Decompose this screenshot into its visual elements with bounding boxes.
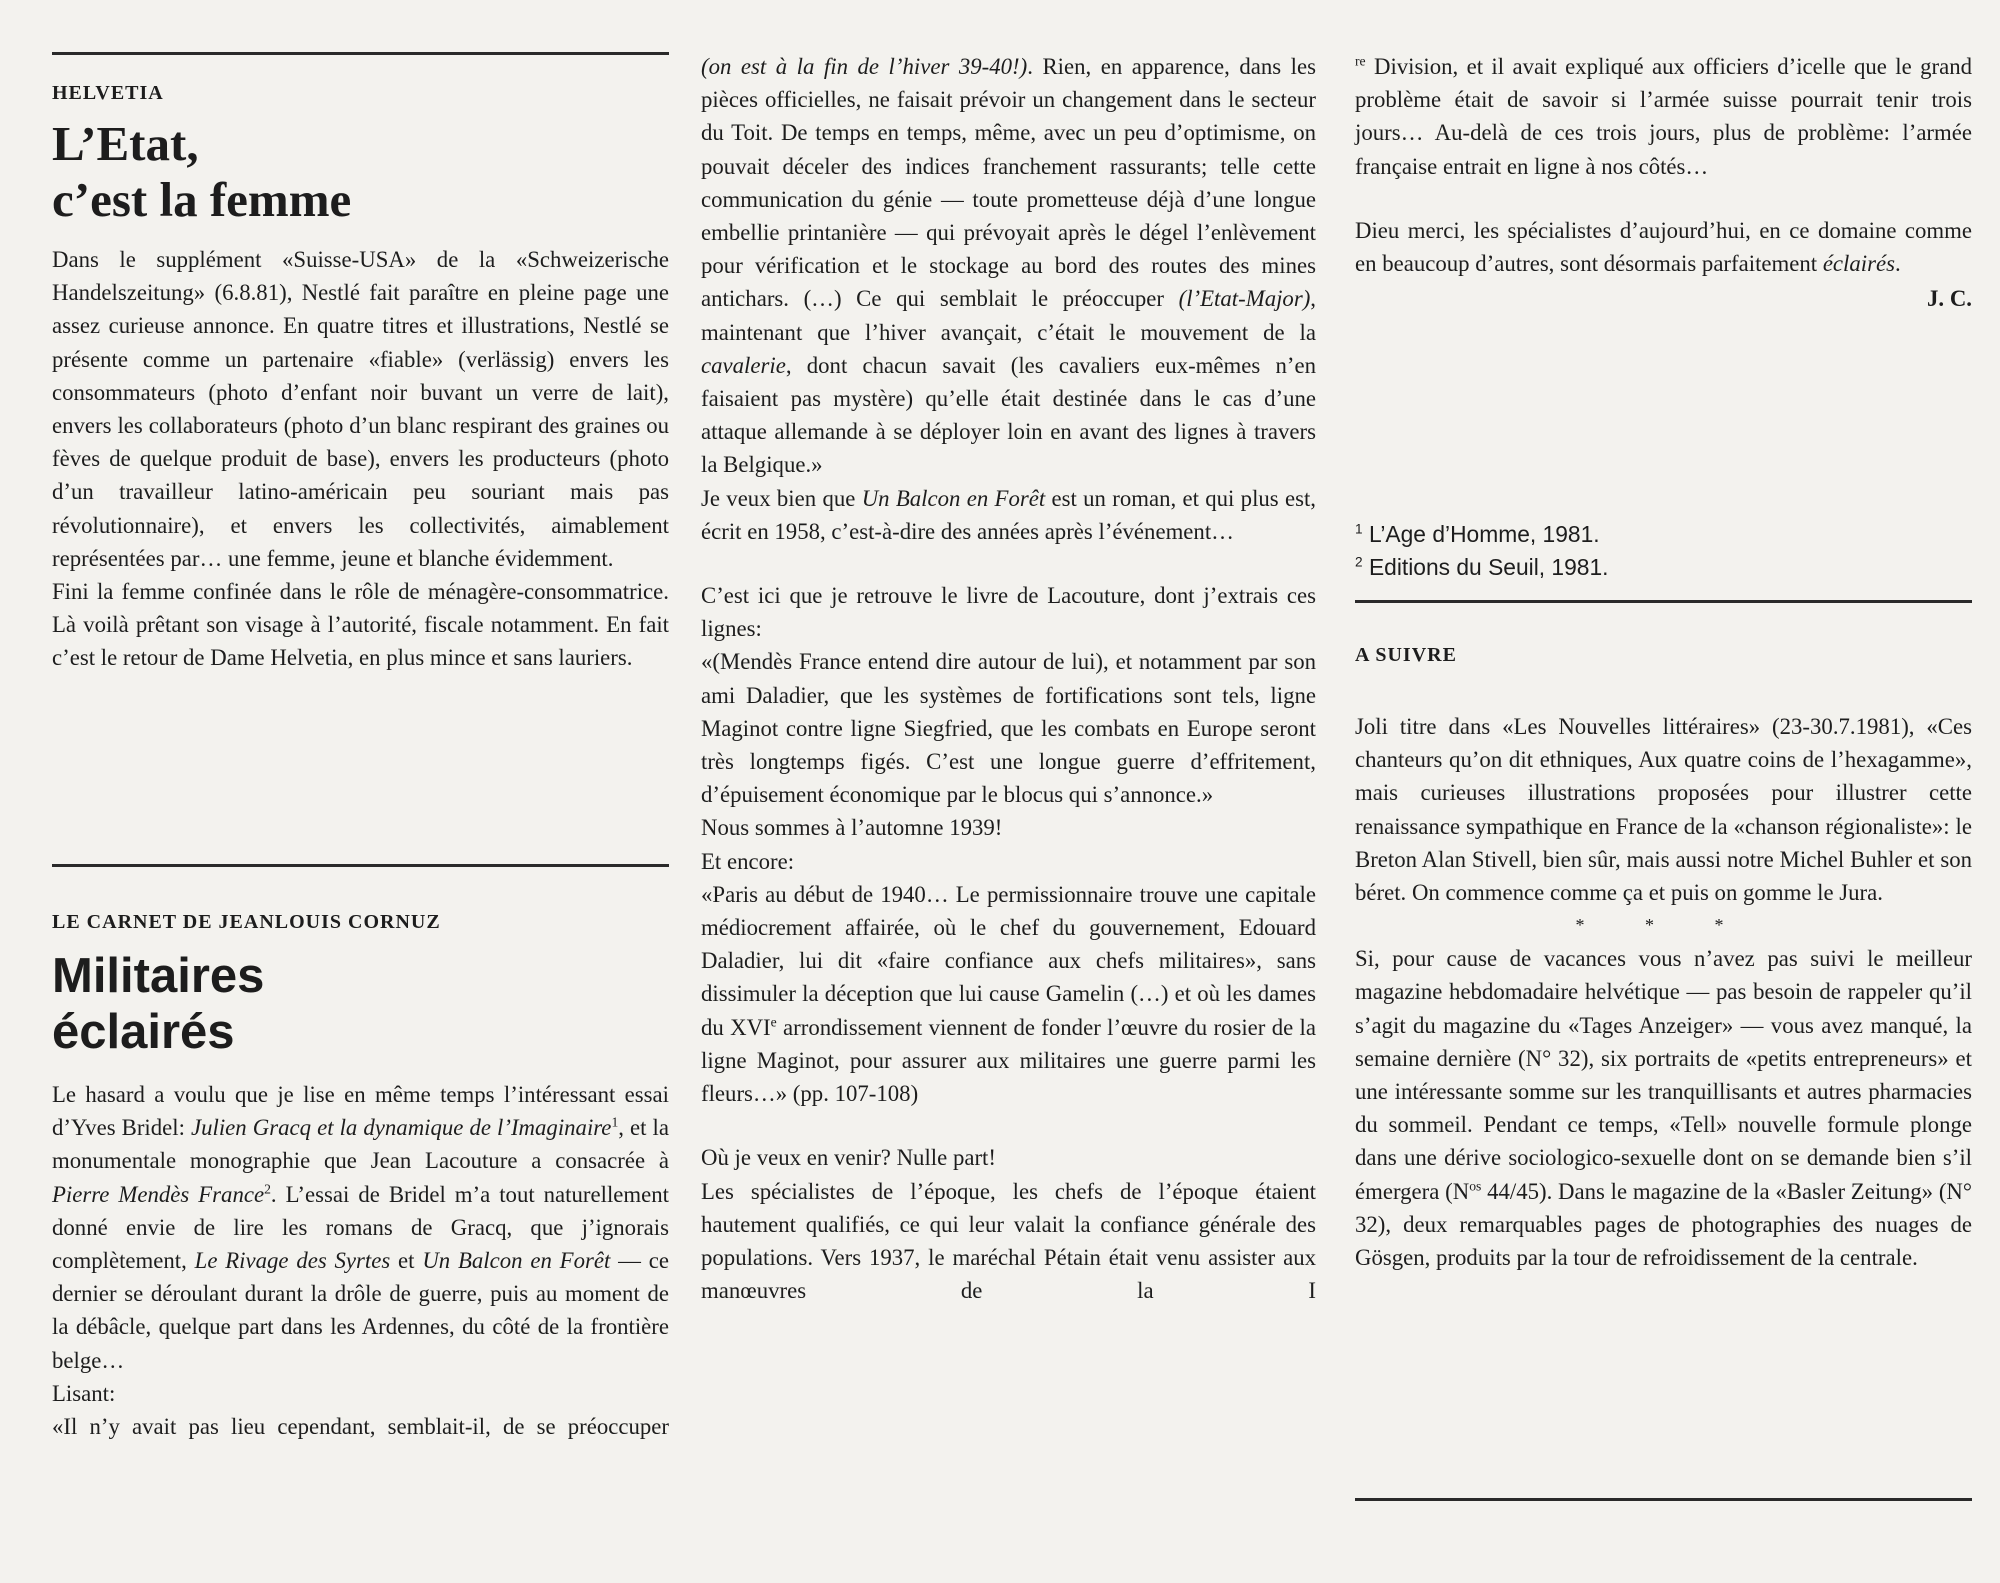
section-rule bbox=[1355, 600, 1972, 603]
book-title: Un Balcon en Forêt bbox=[422, 1248, 611, 1274]
helvetia-title-line2: c’est la femme bbox=[52, 172, 352, 227]
carnet-title-line2: éclairés bbox=[52, 1005, 235, 1059]
carnet-paragraph: Les spécialistes de l’époque, les chefs de l’époque étaient hautement qualifiés, ce qui leur valait la confiance générale des populations. Vers 1937, le maréchal Pétain était venu assister aux manœuvres de la I bbox=[701, 1178, 1316, 1304]
carnet-title-line1: Militaires bbox=[52, 949, 265, 1003]
carnet-headline bbox=[52, 948, 264, 1060]
top-rule bbox=[52, 52, 669, 55]
helvetia-body bbox=[52, 243, 669, 675]
helvetia-paragraph: Fini la femme confinée dans le rôle de ménagère-consommatrice. Là voilà prêtant son visage à l’autorité, fiscale notamment. En fait c’est le retour de Dame Helvetia, en plus mince et sans lauriers. bbox=[52, 579, 669, 671]
section-rule bbox=[52, 864, 669, 867]
carnet-paragraph: Le hasard a voulu que je lise en même temps l’intéressant essai d’Yves Bridel: Julien Gracq et la dynamique de l’Imaginaire$^1$, et la monumentale monographie que Jean Lacouture a consacrée à Pierre Mendès France$^2$. L’essai de Bridel m’a tout naturellement donné envie de lire les romans de Gracq, que j’ignorais complètement, Le Rivage des Syrtes et Un Balcon en Forêt — ce dernier se déroulant durant la drôle de guerre, puis au moment de la débâcle, quelque part dans les Ardennes, du côté de la frontière belge… bbox=[52, 1082, 669, 1373]
book-title: Pierre Mendès France bbox=[52, 1181, 265, 1207]
carnet-quote-cont: (on est à la fin de l’hiver 39-40!). Rien, en apparence, dans les pièces officielles, ne faisait prévoir un changement dans le secteur du Toit. De temps en temps, même, avec un peu d’optimisme, on pouvait déceler des indices franchement rassurants; telle cette communication du génie — toute prometteuse déjà d’une longue embellie printanière — qui prévoyait après le dégel l’enlèvement pour vérification et le stockage au bord des routes des mines antichars. (…) Ce qui semblait le préoccuper (l’Etat-Major), maintenant que l’hiver avançait, c’était le mouvement de la cavalerie, dont chacun savait (les cavaliers eux-mêmes n’en faisaient pas mystère) qu’elle était destinée dans le cas d’une attaque allemande à se déployer loin en avant des lignes à travers la Belgique.» bbox=[701, 54, 1316, 478]
carnet-quote: «(Mendès France entend dire autour de lui), et notamment par son ami Daladier, que les systèmes de fortifications sont tels, ligne Maginot contre ligne Siegfried, que les combats en Europe seront très longtemps figés. C’est une longue guerre d’effritement, d’épuisement économique par le blocus qui s’annonce.» bbox=[701, 649, 1316, 808]
helvetia-headline bbox=[52, 116, 351, 228]
book-title: Le Rivage des Syrtes bbox=[194, 1248, 391, 1274]
carnet-paragraph: Nous sommes à l’automne 1939! bbox=[701, 815, 1003, 841]
carnet-paragraph: Où je veux en venir? Nulle part! bbox=[701, 1145, 996, 1171]
helvetia-paragraph: Dans le supplément «Suisse-USA» de la «Schweizerische Handelszeitung» (6.8.81), Nestlé fait paraître en pleine page une assez curieuse annonce. En quatre titres et illustrations, Nestlé se présente comme un partenaire «fiable» (verlässig) envers les consommateurs (photo d’enfant noir buvant un verre de lait), envers les collaborateurs (photo d’un blanc respirant des graines ou fèves de quelque produit de base), envers les producteurs (photo d’un travailleur latino-américain peu souriant mais pas révolutionnaire), et envers les collectivités, aimablement représentées par… une femme, jeune et blanche évidemment. bbox=[52, 247, 669, 571]
carnet-paragraph: Lisant: bbox=[52, 1380, 116, 1406]
suivre-paragraph: Joli titre dans «Les Nouvelles littéraires» (23-30.7.1981), «Ces chanteurs qu’on dit ethniques, Aux quatre coins de l’hexagamme», mais curieuses illustrations proposées pour illustrer cette renaissance sympathique en France de la «chanson régionaliste»: le Breton Alan Stivell, bien sûr, mais aussi notre Michel Buhler et son béret. On commence comme ça et puis on gomme le Jura. bbox=[1355, 714, 1972, 906]
carnet-body-part2 bbox=[701, 50, 1316, 1307]
suivre-kicker: A SUIVRE bbox=[1355, 644, 1457, 666]
book-title: Julien Gracq et la dynamique de l’Imaginaire bbox=[191, 1115, 612, 1141]
helvetia-kicker: HELVETIA bbox=[52, 82, 164, 104]
carnet-kicker: LE CARNET DE JEANLOUIS CORNUZ bbox=[52, 911, 441, 933]
carnet-paragraph: C’est ici que je retrouve le livre de Lacouture, dont j’extrais ces lignes: bbox=[701, 583, 1316, 642]
footnotes bbox=[1355, 518, 1972, 584]
carnet-quote: «Il n’y avait pas lieu cependant, semblait-il, de se préoccuper bbox=[52, 1414, 669, 1440]
carnet-body-part1 bbox=[52, 1078, 669, 1443]
footnote-ref: 1 bbox=[611, 1114, 619, 1130]
footnote: $^1$ L’Age d’Homme, 1981. bbox=[1355, 521, 1600, 547]
carnet-paragraph: Et encore: bbox=[701, 848, 795, 874]
carnet-quote: «Paris au début de 1940… Le permissionnaire trouve une capitale médiocrement affairée, où le chef du gouvernement, Edouard Daladier, lui dit «faire confiance aux chefs militaires», sans dissimuler la déception que lui cause Gamelin (…) et où les dames du XVIe arrondissement viennent de fonder l’œuvre du rosier de la ligne Maginot, pour assurer aux militaires une guerre parmi les fleurs…» (pp. 107-108) bbox=[701, 881, 1316, 1107]
carnet-body-part3 bbox=[1355, 50, 1972, 315]
carnet-paragraph: Je veux bien que Un Balcon en Forêt est un roman, et qui plus est, écrit en 1958, c’est-à-dire des années après l’événement… bbox=[701, 485, 1316, 544]
carnet-paragraph: Dieu merci, les spécialistes d’aujourd’hui, en ce domaine comme en beaucoup d’autres, sont désormais parfaitement éclairés. bbox=[1355, 217, 1972, 277]
carnet-paragraph-cont: $^{re}$ Division, et il avait expliqué aux officiers d’icelle que le grand problème était de savoir si l’armée suisse pourrait tenir trois jours… Au-delà de ces trois jours, plus de problème: l’armée française entrait en ligne à nos côtés… bbox=[1355, 53, 1972, 179]
author-signature: J. C. bbox=[1927, 286, 1972, 312]
bottom-rule bbox=[1355, 1498, 1972, 1501]
suivre-paragraph: Si, pour cause de vacances vous n’avez pas suivi le meilleur magazine hebdomadaire helvétique — pas besoin de rappeler qu’il s’agit du magazine du «Tages Anzeiger» — vous avez manqué, la semaine dernière (N° 32), six portraits de «petits entrepreneurs» et une intéressante somme sur les tranquillisants et autres pharmacies du sommeil. Pendant ce temps, «Tell» nouvelle formule plonge dans une dérive sociologico-sexuelle dont on se demande bien s’il émergera ($N^{os}$ 44/45). Dans le magazine de la «Basler Zeitung» (N° 32), deux remarquables pages de photographies des nuages de Gösgen, produits par la tour de refroidissement de la centrale. bbox=[1355, 946, 1972, 1271]
footnote-ref: 2 bbox=[264, 1181, 271, 1197]
book-title: Un Balcon en Forêt bbox=[861, 485, 1046, 511]
footnote: $^2$ Editions du Seuil, 1981. bbox=[1355, 554, 1609, 581]
suivre-body bbox=[1355, 710, 1972, 1274]
helvetia-title-line1: L’Etat, bbox=[52, 116, 199, 171]
section-separator: * * * bbox=[1575, 915, 1752, 936]
